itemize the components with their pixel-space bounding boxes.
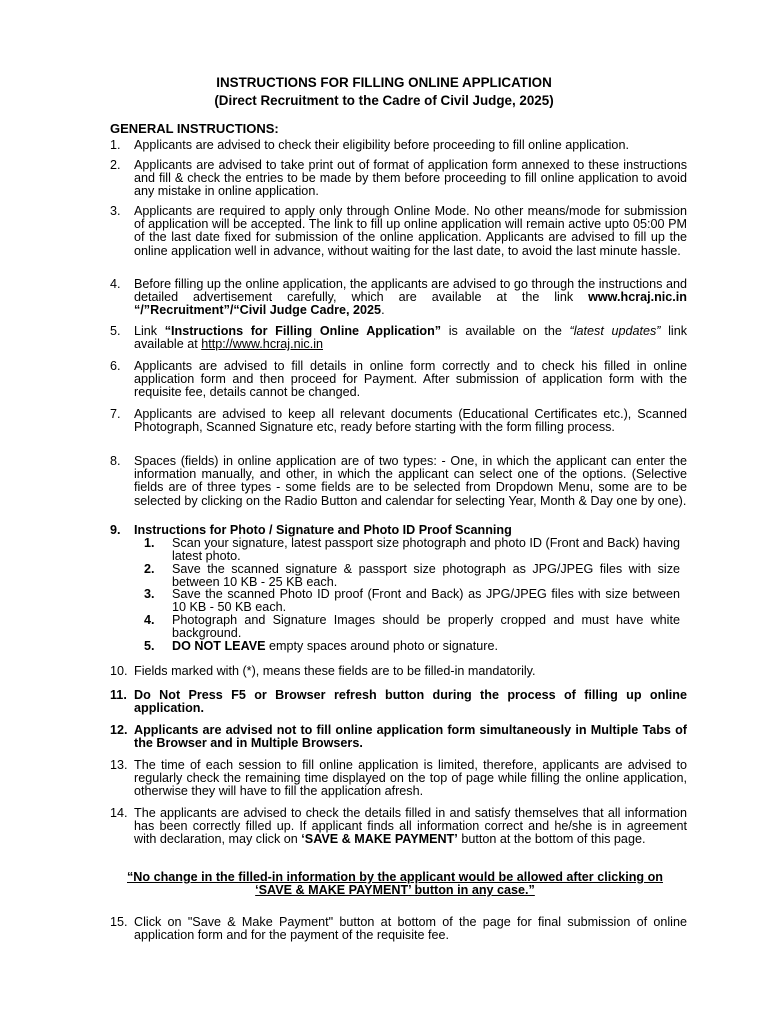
save-make-payment-label: ‘SAVE & MAKE PAYMENT’	[301, 832, 458, 847]
item-text: Applicants are advised to fill details in online form correctly and to check his filled in online application form and then proceed for Payment. After submission of application form with the requisite fee, details cannot be changed.	[134, 359, 687, 400]
item-text: Applicants are advised to check their eligibility before proceeding to fill online application.	[134, 138, 629, 152]
website-link[interactable]: http://www.hcraj.nic.in	[201, 337, 324, 352]
item-text-part: link available at	[134, 324, 688, 352]
item-number: 3.	[110, 204, 121, 218]
subitem-text: Photograph and Signature Images should be properly cropped and must have white background.	[172, 613, 680, 641]
item-text-part: .	[381, 303, 385, 318]
item-number: 4.	[110, 277, 121, 291]
item-number: 14.	[110, 806, 128, 820]
item-text: Instructions for Photo / Signature and Photo ID Proof Scanning	[134, 523, 512, 537]
section-heading: GENERAL INSTRUCTIONS:	[110, 121, 279, 136]
subitem-number: 4.	[144, 613, 155, 627]
item-number: 15.	[110, 915, 128, 929]
item-number: 10.	[110, 664, 128, 678]
document-subtitle: (Direct Recruitment to the Cadre of Civil Judge, 2025)	[214, 93, 554, 108]
item-text-part: empty spaces around photo or signature.	[269, 639, 498, 653]
notice-text: “No change in the filled-in information by the applicant would be allowed after clicking on ‘SAVE & MAKE PAYMENT’ button in any case.”	[127, 870, 663, 898]
subitem-text: Save the scanned signature & passport size photograph as JPG/JPEG files with size between 10 KB - 25 KB each.	[172, 562, 680, 590]
item-text: Fields marked with (*), means these fields are to be filled-in mandatorily.	[134, 664, 536, 678]
item-text: The time of each session to fill online application is limited, therefore, applicants are advised to regularly check the remaining time displayed on the top of page while filling the online application, otherwise they will have to fill the application afresh.	[134, 758, 687, 799]
item-text: Applicants are required to apply only through Online Mode. No other means/mode for submission of application will be accepted. The link to fill up online application will remain active upto 05:00 PM of the last date fixed for submission of the online application. Applicants are advised to fill up the online application well in advance, without waiting for the last date, to avoid the last minute hassle.	[134, 204, 687, 258]
item-text-part: The applicants are advised to check the details filled in and satisfy themselves that all information has been correctly filled up. If applicant finds all information correct and he/she is in agreement with declaration, may click on	[134, 806, 687, 847]
item-number: 5.	[110, 324, 121, 338]
item-text-part: Link	[134, 324, 158, 338]
item-number: 6.	[110, 359, 121, 373]
item-text	[134, 278, 687, 318]
do-not-leave-label: DO NOT LEAVE	[172, 639, 266, 653]
item-number: 7.	[110, 407, 121, 421]
item-text-part: Before filling up the online application, the applicants are advised to go through the instructions and detailed advertisement carefully, which are available at the link	[134, 277, 687, 305]
item-text-part: button at the bottom of this page.	[461, 832, 646, 847]
latest-updates-label: “latest updates”	[569, 324, 661, 338]
item-text	[134, 807, 687, 847]
subitem-text: Scan your signature, latest passport size photograph and photo ID (Front and Back) having latest photo.	[172, 536, 680, 564]
item-text: Do Not Press F5 or Browser refresh button during the process of filling up online application.	[134, 688, 687, 716]
subitem-text: Save the scanned Photo ID proof (Front and Back) as JPG/JPEG files with size between 10 KB - 50 KB each.	[172, 587, 680, 615]
item-number: 13.	[110, 758, 128, 772]
item-text: Spaces (fields) in online application are of two types: - One, in which the applicant can enter the information manually, and other, in which the applicant can select one of the options. (Selective fields are of three types - some fields are to be selected from Dropdown Menu, some are to be selected by clicking on the Radio Button and calendar for selecting Year, Month & Day one by one).	[134, 454, 687, 508]
document-title: INSTRUCTIONS FOR FILLING ONLINE APPLICATION	[216, 75, 552, 90]
no-change-notice	[110, 871, 680, 897]
item-number: 8.	[110, 454, 121, 468]
item-text: Applicants are advised not to fill online application form simultaneously in Multiple Tabs of the Browser and in Multiple Browsers.	[134, 723, 687, 751]
item-text: Click on "Save & Make Payment" button at bottom of the page for final submission of online application form and for the payment of the requisite fee.	[134, 915, 687, 943]
item-text	[134, 325, 687, 351]
item-number: 1.	[110, 138, 121, 152]
item-text: Applicants are advised to take print out of format of application form annexed to these instructions and fill & check the entries to be made by them before proceeding to fill online application to avoid any mistake in online application.	[134, 158, 687, 199]
subitem-number: 5.	[144, 639, 155, 653]
item-number: 12.	[110, 723, 128, 737]
subitem-number: 1.	[144, 536, 155, 550]
item-text: Applicants are advised to keep all relevant documents (Educational Certificates etc.), Scanned Photograph, Scanned Signature etc, ready before starting with the form filling process.	[134, 407, 687, 435]
subitem-number: 2.	[144, 562, 155, 576]
item-number: 2.	[110, 158, 121, 172]
item-number: 9.	[110, 523, 121, 537]
recruitment-link[interactable]: www.hcraj.nic.in “/”Recruitment”/“Civil Judge Cadre, 2025	[134, 290, 687, 318]
item-number: 11.	[110, 688, 127, 702]
subitem-number: 3.	[144, 587, 155, 601]
instructions-link-name: “Instructions for Filling Online Application”	[164, 324, 442, 338]
item-text-part: is available on the	[448, 324, 562, 338]
subitem-text	[172, 640, 680, 653]
